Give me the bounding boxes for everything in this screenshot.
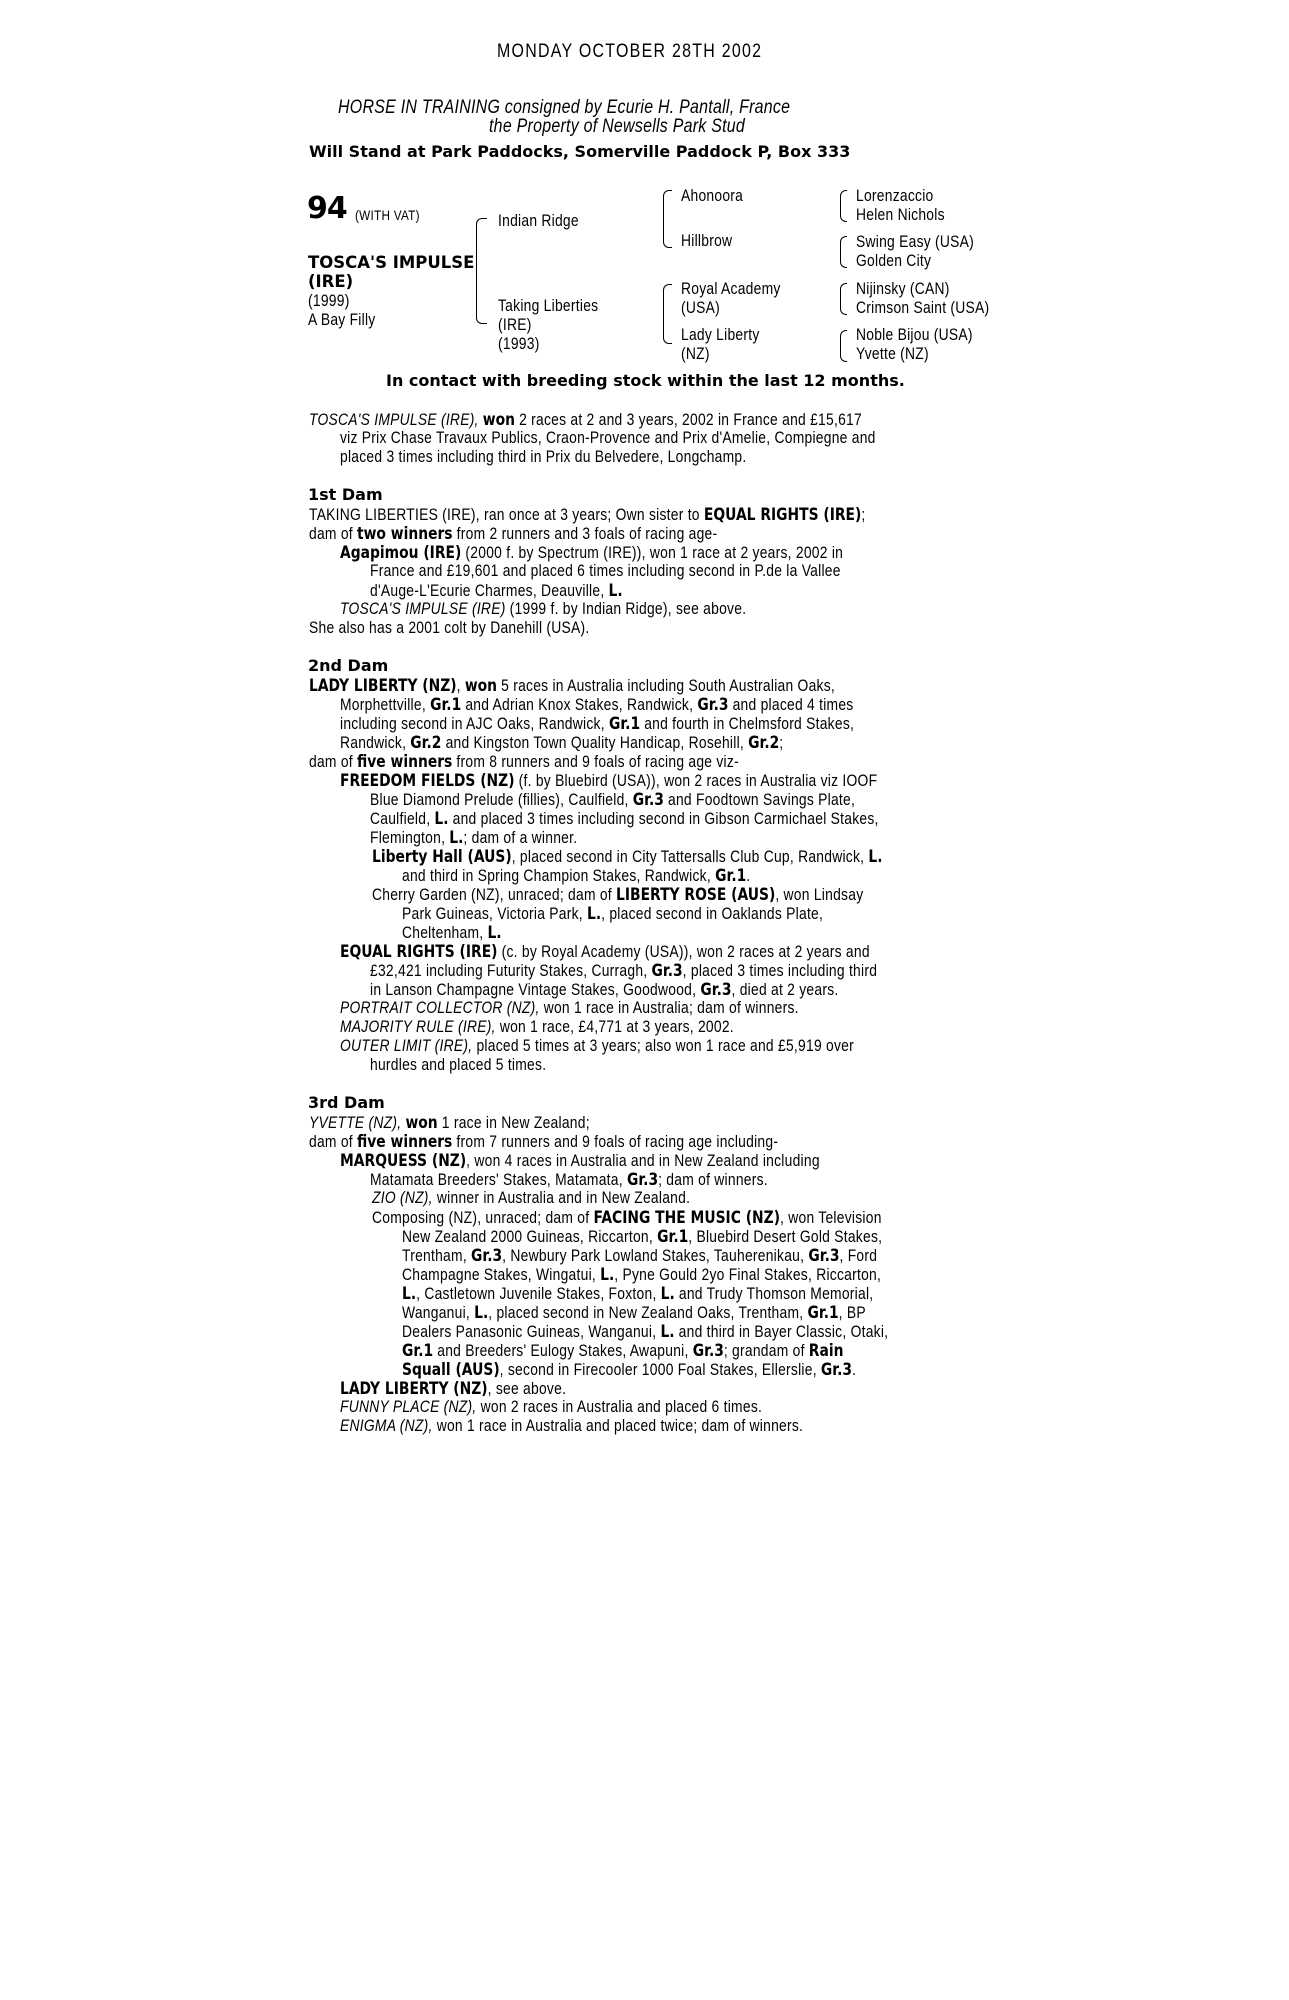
pedigree-sire-dam: Hillbrow [681, 232, 733, 250]
horse-name-suffix: (IRE) [308, 272, 354, 291]
pedigree-brace-g2 [840, 236, 847, 268]
horse-description: A Bay Filly [308, 311, 376, 329]
second-dam-line: including second in AJC Oaks, Randwick, Gr.1 and fourth in Chelmsford Stakes, [340, 714, 855, 733]
breeding-stock-notice: In contact with breeding stock within the last 12 months. [386, 371, 905, 390]
consignor-line: HORSE IN TRAINING consigned by Ecurie H. Pantall, France [338, 97, 791, 118]
first-dam-line: dam of two winners from 2 runners and 3 foals of racing age- [309, 524, 718, 543]
pedigree-g4: Golden City [856, 252, 932, 270]
third-dam-line: Dealers Panasonic Guineas, Wanganui, L. and third in Bayer Classic, Otaki, [402, 1322, 889, 1341]
second-dam-line: OUTER LIMIT (IRE), placed 5 times at 3 years; also won 1 race and £5,919 over [340, 1037, 854, 1055]
third-dam-line: Champagne Stakes, Wingatui, L., Pyne Gould 2yo Final Stakes, Riccarton, [402, 1265, 882, 1284]
third-dam-line: Squall (AUS), second in Firecooler 1000 Foal Stakes, Ellerslie, Gr.3. [402, 1360, 857, 1379]
second-dam-line: and third in Spring Champion Stakes, Randwick, Gr.1. [402, 866, 751, 885]
second-dam-line: in Lanson Champagne Vintage Stakes, Goodwood, Gr.3, died at 2 years. [370, 980, 839, 999]
first-dam-line: Agapimou (IRE) (2000 f. by Spectrum (IRE)), won 1 race at 2 years, 2002 in [340, 543, 844, 562]
third-dam-line: LADY LIBERTY (NZ), see above. [340, 1379, 567, 1398]
first-dam-line: TAKING LIBERTIES (IRE), ran once at 3 years; Own sister to EQUAL RIGHTS (IRE); [309, 505, 866, 524]
pedigree-g6: Crimson Saint (USA) [856, 299, 990, 317]
third-dam-heading: 3rd Dam [308, 1093, 385, 1112]
property-line: the Property of Newsells Park Stud [489, 116, 746, 137]
pedigree-dam-suffix: (IRE) [498, 316, 532, 334]
second-dam-line: EQUAL RIGHTS (IRE) (c. by Royal Academy (USA)), won 2 races at 2 years and [340, 942, 870, 961]
second-dam-line: Randwick, Gr.2 and Kingston Town Quality Handicap, Rosehill, Gr.2; [340, 733, 784, 752]
third-dam-line: New Zealand 2000 Guineas, Riccarton, Gr.1, Bluebird Desert Gold Stakes, [402, 1227, 883, 1246]
pedigree-brace-main [476, 218, 487, 324]
pedigree-g3: Swing Easy (USA) [856, 233, 975, 251]
pedigree-brace-sire [663, 190, 672, 248]
second-dam-line: Liberty Hall (AUS), placed second in City Tattersalls Club Cup, Randwick, L. [372, 847, 883, 866]
second-dam-line: Blue Diamond Prelude (fillies), Caulfield, Gr.3 and Foodtown Savings Plate, [370, 790, 856, 809]
pedigree-dam: Taking Liberties [498, 297, 599, 315]
third-dam-line: Matamata Breeders' Stakes, Matamata, Gr.3; dam of winners. [370, 1170, 768, 1189]
third-dam-line: Trentham, Gr.3, Newbury Park Lowland Stakes, Tauherenikau, Gr.3, Ford [402, 1246, 878, 1265]
pedigree-dam-sire: Royal Academy [681, 280, 781, 298]
third-dam-line: Composing (NZ), unraced; dam of FACING THE MUSIC (NZ), won Television [372, 1208, 882, 1227]
vat-note: (WITH VAT) [355, 207, 420, 223]
second-dam-line: Morphettville, Gr.1 and Adrian Knox Stakes, Randwick, Gr.3 and placed 4 times [340, 695, 854, 714]
first-dam-heading: 1st Dam [308, 485, 383, 504]
intro-line: viz Prix Chase Travaux Publics, Craon-Provence and Prix d'Amelie, Compiegne and [340, 429, 876, 447]
second-dam-line: Park Guineas, Victoria Park, L., placed second in Oaklands Plate, [402, 904, 824, 923]
pedigree-brace-g4 [840, 330, 847, 362]
first-dam-line: She also has a 2001 colt by Danehill (USA). [309, 619, 590, 637]
third-dam-line: FUNNY PLACE (NZ), won 2 races in Australia and placed 6 times. [340, 1398, 763, 1416]
lot-number: 94 [307, 191, 347, 226]
first-dam-line: TOSCA'S IMPULSE (IRE) (1999 f. by Indian Ridge), see above. [340, 600, 747, 618]
pedigree-dam-dam-suffix: (NZ) [681, 345, 710, 363]
second-dam-line: Caulfield, L. and placed 3 times including second in Gibson Carmichael Stakes, [370, 809, 879, 828]
pedigree-dam-year: (1993) [498, 335, 540, 353]
horse-name: TOSCA'S IMPULSE [308, 253, 475, 272]
second-dam-line: MAJORITY RULE (IRE), won 1 race, £4,771 at 3 years, 2002. [340, 1018, 734, 1036]
pedigree-g7: Noble Bijou (USA) [856, 326, 973, 344]
pedigree-sire-sire: Ahonoora [681, 187, 744, 205]
third-dam-line: L., Castletown Juvenile Stakes, Foxton, L. and Trudy Thomson Memorial, [402, 1284, 874, 1303]
second-dam-line: dam of five winners from 8 runners and 9 foals of racing age viz- [309, 752, 739, 771]
second-dam-line: PORTRAIT COLLECTOR (NZ), won 1 race in Australia; dam of winners. [340, 999, 799, 1017]
third-dam-line: dam of five winners from 7 runners and 9 foals of racing age including- [309, 1132, 779, 1151]
pedigree-dam-sire-suffix: (USA) [681, 299, 720, 317]
pedigree-g1: Lorenzaccio [856, 187, 934, 205]
second-dam-line: FREEDOM FIELDS (NZ) (f. by Bluebird (USA)), won 2 races in Australia viz IOOF [340, 771, 878, 790]
third-dam-line: YVETTE (NZ), won 1 race in New Zealand; [309, 1113, 590, 1132]
third-dam-line: Gr.1 and Breeders' Eulogy Stakes, Awapuni, Gr.3; grandam of Rain [402, 1341, 844, 1360]
second-dam-line: Flemington, L.; dam of a winner. [370, 828, 578, 847]
foaling-year: (1999) [308, 292, 350, 310]
pedigree-brace-g3 [840, 283, 847, 315]
first-dam-line: d'Auge-L'Ecurie Charmes, Deauville, L. [370, 581, 623, 600]
third-dam-line: ENIGMA (NZ), won 1 race in Australia and placed twice; dam of winners. [340, 1417, 804, 1435]
third-dam-line: MARQUESS (NZ), won 4 races in Australia and in New Zealand including [340, 1151, 820, 1170]
sale-date: MONDAY OCTOBER 28TH 2002 [497, 41, 763, 62]
pedigree-dam-dam: Lady Liberty [681, 326, 760, 344]
pedigree-g2: Helen Nichols [856, 206, 945, 224]
stand-line: Will Stand at Park Paddocks, Somerville Paddock P, Box 333 [309, 142, 851, 161]
third-dam-line: ZIO (NZ), winner in Australia and in New Zealand. [372, 1189, 691, 1207]
intro-line: TOSCA'S IMPULSE (IRE), won 2 races at 2 and 3 years, 2002 in France and £15,617 [309, 410, 862, 429]
pedigree-g8: Yvette (NZ) [856, 345, 929, 363]
pedigree-sire: Indian Ridge [498, 212, 579, 230]
second-dam-line: hurdles and placed 5 times. [370, 1056, 547, 1074]
second-dam-heading: 2nd Dam [308, 656, 389, 675]
pedigree-brace-g1 [840, 190, 847, 222]
second-dam-line: Cheltenham, L. [402, 923, 502, 942]
first-dam-line: France and £19,601 and placed 6 times including second in P.de la Vallee [370, 562, 841, 580]
pedigree-g5: Nijinsky (CAN) [856, 280, 950, 298]
second-dam-line: LADY LIBERTY (NZ), won 5 races in Australia including South Australian Oaks, [309, 676, 836, 695]
second-dam-line: £32,421 including Futurity Stakes, Curragh, Gr.3, placed 3 times including third [370, 961, 878, 980]
second-dam-line: Cherry Garden (NZ), unraced; dam of LIBERTY ROSE (AUS), won Lindsay [372, 885, 864, 904]
pedigree-brace-dam [663, 284, 672, 344]
intro-line: placed 3 times including third in Prix du Belvedere, Longchamp. [340, 448, 747, 466]
third-dam-line: Wanganui, L., placed second in New Zealand Oaks, Trentham, Gr.1, BP [402, 1303, 866, 1322]
